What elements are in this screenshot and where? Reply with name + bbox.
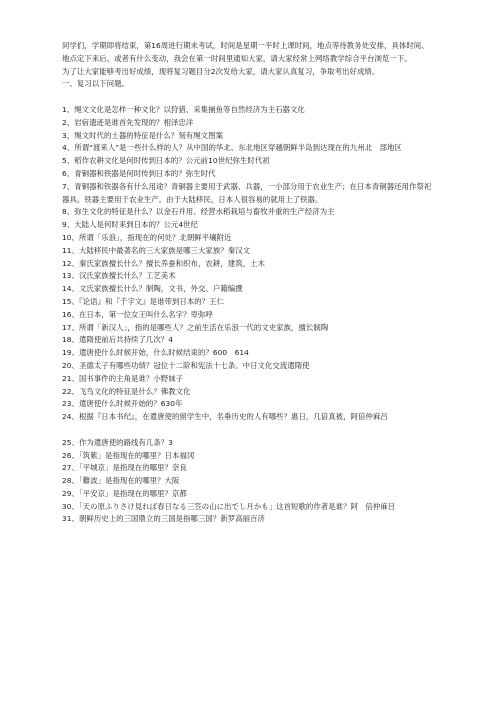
question-item: 20、圣德太子有哪些功绩？冠位十二阶和宪法十七条。中日文化交流遣隋使 <box>62 360 310 370</box>
question-item: 19、遣唐使什么时候开始，什么时候结束的？600 614 <box>62 348 249 358</box>
question-item: 31、朝鲜历史上的三国鼎立的三国是指哪三国？新罗高丽百济 <box>62 514 265 524</box>
question-item: 12、秦氏家族擅长什么？擅长养蚕和织布，农耕，建筑、土木 <box>62 258 265 268</box>
document-body <box>62 40 434 526</box>
question-item: 24、根据『日本书纪』，在遣唐使的留学生中，名垂历史的人有哪些？惠日，几倍真被，阿倍仲麻吕 <box>62 412 388 422</box>
question-item: 1、绳文文化是怎样一种文化？以狩猎、采集捕鱼等自然经济为主石器文化 <box>62 104 305 114</box>
intro-paragraph: 为了让大家能够考出好成绩，现将复习题目分2次发给大家，请大家认真复习，争取考出好成绩。 <box>62 66 380 76</box>
question-item: 14、文氏家族擅长什么？制陶，文书，外交、户籍编撰 <box>62 284 243 294</box>
question-item: 21、国书事件的主角是谁？小野妹子 <box>62 373 184 383</box>
blank-line <box>62 424 434 437</box>
question-item: 9、大陆人是何时来到日本的？公元4世纪 <box>62 220 198 230</box>
question-item: 28、「難波」是指现在的哪里？大阪 <box>62 476 180 486</box>
question-item: 22、飞鸟文化的特征是什么？佛教文化 <box>62 386 191 396</box>
question-item: 16、在日本，第一位女王叫什么名字？卑弥呼 <box>62 309 213 319</box>
question-item: 10、所谓「乐浪」，指现在的何处？北朝鲜平壤附近 <box>62 232 232 242</box>
question-item: 13、汉氏家族擅长什么？工艺美术 <box>62 271 176 281</box>
question-item: 15、『论语』和『千字文』是谁带到日本的？王仁 <box>62 296 225 306</box>
question-item: 25、作为遣唐使的路线有几条？3 <box>62 437 173 447</box>
question-item: 11、大陆移民中最著名的三大家族是哪三大家族？秦汉文 <box>62 245 251 255</box>
question-item: 5、稻作农耕文化是何时传到日本的？公元前10世纪弥生时代初 <box>62 156 270 166</box>
question-item: 30、「天の原ふりさけ見れば春日なる三笠の山に出でし月かも」这首短歌的作者是谁？阿 倍仲麻吕 <box>62 501 396 511</box>
section-heading: 一、复习以下问题。 <box>62 79 129 89</box>
question-item: 8、弥生文化的特征是什么？以金石并用、经营水稻栽培与畜牧并重的生产经济为主 <box>62 207 335 217</box>
question-item: 17、所谓「新汉人」，指的是哪些人？之前生活在乐浪一代的文史家族，擅长制陶 <box>62 322 329 332</box>
intro-paragraph: 同学们，学期即将结束，第16周进行期末考试，时间是星期一平时上课时间，地点等待教务处安排，具体时间、地点定下来后、或者有什么变动，我会在第一时间里通知大家，请大家经常上网络教学综合平台浏览一下。 <box>62 41 429 63</box>
question-item: 4、所谓“渡来人”是一些什么样的人？从中国的华北、东北地区穿越朝鲜半岛到达现在的九州北 部地区 <box>62 143 402 153</box>
question-item: 2、岩宿遗迹是谁首先发现的？相泽忠洋 <box>62 117 194 127</box>
question-item: 26、「筑紫」是指现在的哪里？日本福冈 <box>62 450 195 460</box>
question-item: 23、遣唐使什么时候开始的？630年 <box>62 399 183 409</box>
question-item: 27、「平城京」是指现在的哪里？奈良 <box>62 463 187 473</box>
question-item: 6、青铜器和铁器是何时传到日本的？弥生时代 <box>62 168 216 178</box>
question-item: 18、遣隋使前后共持续了几次？4 <box>62 335 173 345</box>
question-item: 7、青铜器和铁器各有什么用途？青铜器主要用于武器、兵器，一小部分用于农业生产；在日本青铜器还用作祭祀器具。铁器主要用于农业生产。由于大陆移民，日本人很容易的就用上了铁器。 <box>62 181 432 204</box>
blank-line <box>62 91 434 104</box>
question-item: 29、「平安京」是指现在的哪里？京都 <box>62 488 187 498</box>
question-item: 3、绳文时代的土器的特征是什么？刻有绳文图案 <box>62 130 224 140</box>
